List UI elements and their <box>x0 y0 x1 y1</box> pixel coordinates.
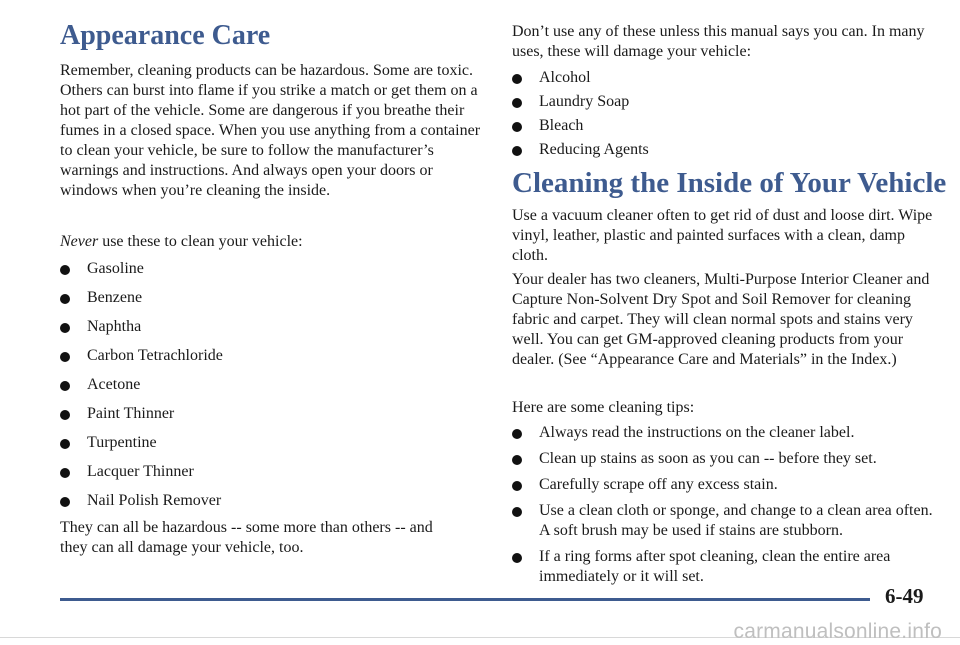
bullet-icon <box>60 497 70 507</box>
never-emphasis: Never <box>60 233 99 250</box>
list-item: Alcohol <box>512 68 649 88</box>
avoid-list <box>512 68 649 164</box>
bullet-icon <box>512 74 522 84</box>
intro-paragraph: Remember, cleaning products can be hazardous. Some are toxic. Others can burst into flame if you strike a match or get them on a hot part of the vehicle. Some are dangerous if you breathe their fumes in a closed space. When you use anything from a container to clean your vehicle, be sure to follow the manufacturer’s warnings and instructions. And always open your doors or windows when you’re cleaning the inside. <box>60 62 481 199</box>
bullet-icon <box>512 481 522 491</box>
dealer-paragraph: Your dealer has two cleaners, Multi-Purpose Interior Cleaner and Capture Non-Solvent Dry Spot and Soil Remover for cleaning fabric and carpet. They will clean normal spots and stains very well. You can get GM-approved cleaning products from your dealer. (See “Appearance Care and Materials” in the Index.) <box>512 271 930 368</box>
list-item: Turpentine <box>60 433 223 453</box>
list-item: Carbon Tetrachloride <box>60 346 223 366</box>
list-item: Reducing Agents <box>512 140 649 160</box>
dont-use-paragraph: Don’t use any of these unless this manual says you can. In many uses, these will damage your vehicle: <box>512 23 925 60</box>
bullet-icon <box>512 122 522 132</box>
list-item: Gasoline <box>60 259 223 279</box>
bullet-icon <box>512 507 522 517</box>
watermark: carmanualsonline.info <box>733 620 942 643</box>
list-item: Bleach <box>512 116 649 136</box>
page-number: 6-49 <box>885 584 924 608</box>
bullet-icon <box>60 323 70 333</box>
list-item: Always read the instructions on the cleaner label. <box>512 423 937 443</box>
vacuum-paragraph: Use a vacuum cleaner often to get rid of dust and loose dirt. Wipe vinyl, leather, plastic and painted surfaces with a clean, damp cloth. <box>512 207 933 264</box>
closing-paragraph: They can all be hazardous -- some more than others -- and they can all damage your vehicle, too. <box>60 519 433 556</box>
never-sentence <box>60 232 303 252</box>
tips-intro: Here are some cleaning tips: <box>512 399 695 416</box>
bullet-icon <box>512 146 522 156</box>
list-item: Carefully scrape off any excess stain. <box>512 475 937 495</box>
never-sentence-rest: use these to clean your vehicle: <box>98 233 303 250</box>
bullet-icon <box>60 381 70 391</box>
list-item: Lacquer Thinner <box>60 462 223 482</box>
list-item: Nail Polish Remover <box>60 491 223 511</box>
bullet-icon <box>60 439 70 449</box>
bullet-icon <box>512 98 522 108</box>
bullet-icon <box>512 429 522 439</box>
list-item: Benzene <box>60 288 223 308</box>
bullet-icon <box>60 265 70 275</box>
list-item: Paint Thinner <box>60 404 223 424</box>
bullet-icon <box>512 455 522 465</box>
list-item: Use a clean cloth or sponge, and change to a clean area often. A soft brush may be used if stains are stubborn. <box>512 501 937 541</box>
bullet-icon <box>60 294 70 304</box>
bullet-icon <box>60 352 70 362</box>
list-item: If a ring forms after spot cleaning, clean the entire area immediately or it will set. <box>512 547 937 587</box>
list-item: Acetone <box>60 375 223 395</box>
never-use-list <box>60 259 223 520</box>
bullet-icon <box>60 410 70 420</box>
cleaning-tips-list <box>512 423 937 593</box>
section-title-appearance-care: Appearance Care <box>60 20 271 51</box>
list-item: Clean up stains as soon as you can -- before they set. <box>512 449 937 469</box>
list-item: Laundry Soap <box>512 92 649 112</box>
bullet-icon <box>60 468 70 478</box>
section-title-cleaning-inside: Cleaning the Inside of Your Vehicle <box>512 167 947 199</box>
bullet-icon <box>512 553 522 563</box>
list-item: Naphtha <box>60 317 223 337</box>
footer-rule <box>60 598 870 601</box>
